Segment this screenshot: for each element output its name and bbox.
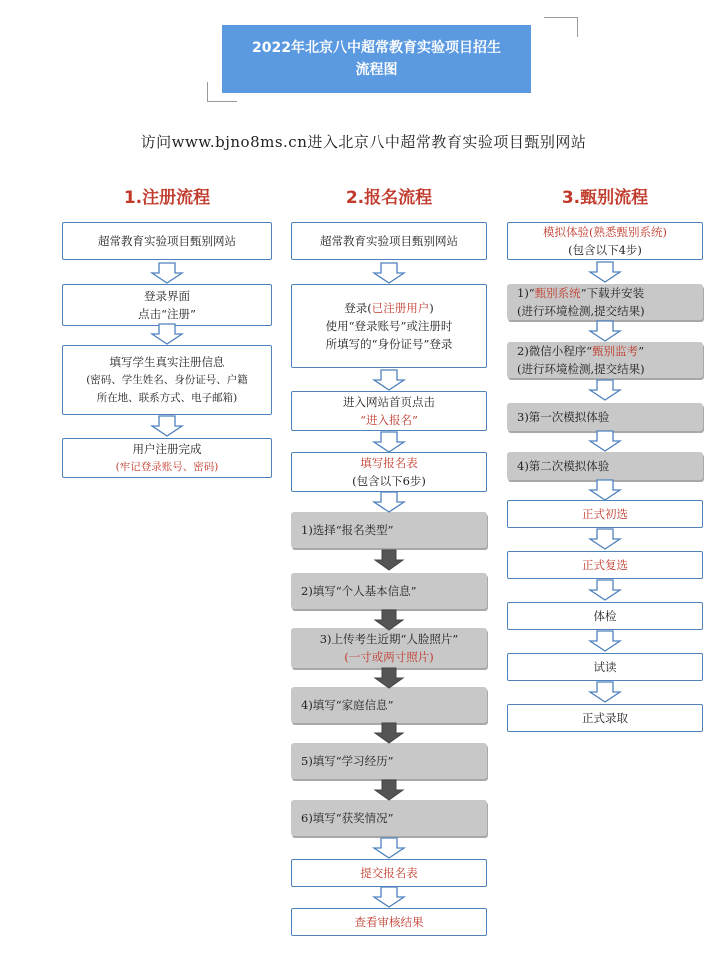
step-3-text-1: 3)上传考生近期“人脸照片” xyxy=(319,632,459,646)
mock-step-2-text-1 xyxy=(517,342,644,360)
app-form-text-1: 填写报名表 xyxy=(360,456,418,470)
arrow-down xyxy=(374,838,404,858)
mock-experience-text-1: 模拟体验(熟悉甄别系统) xyxy=(543,225,667,239)
step-1-text: 1)选择“报名类型” xyxy=(301,523,394,537)
reg-login-text-1: 登录界面 xyxy=(144,289,190,303)
arrow-down-dark xyxy=(375,780,403,800)
reg-login-box xyxy=(62,284,272,326)
mock-step-1-text-2: (进行环境检测,提交结果) xyxy=(517,304,645,318)
reg-info-text-2: (密码、学生姓名、身份证号、户籍 xyxy=(86,374,248,386)
step-2-text: 2)填写“个人基本信息” xyxy=(301,584,417,598)
arrow-down xyxy=(374,370,404,390)
app-form-box xyxy=(291,452,487,492)
preliminary-selection-box xyxy=(507,500,703,528)
arrow-down xyxy=(374,492,404,512)
crop-mark xyxy=(577,17,578,37)
final-admission-text: 正式录取 xyxy=(582,711,628,725)
arrow-down xyxy=(374,432,404,452)
review-result-text: 查看审核结果 xyxy=(354,915,424,929)
registered-user-label: 已注册用户 xyxy=(371,301,430,315)
physical-exam-text: 体检 xyxy=(593,609,617,623)
arrow-down xyxy=(152,263,182,283)
arrow-down xyxy=(374,887,404,907)
preliminary-selection-text: 正式初选 xyxy=(582,507,628,521)
step-6-box xyxy=(291,800,487,836)
arrow-down xyxy=(152,324,182,344)
mock-experience-box xyxy=(507,222,703,260)
reg-complete-text-2: (牢记登录账号、密码) xyxy=(115,461,219,473)
trial-study-text: 试读 xyxy=(593,660,617,674)
heading-registration: 1.注册流程 xyxy=(123,188,211,208)
submit-form-box xyxy=(291,859,487,887)
step-4-box xyxy=(291,687,487,723)
mock-step-1-text-1c: ”下载并安装 xyxy=(580,286,645,300)
arrow-down-dark xyxy=(375,550,403,570)
reg-info-text-1: 填写学生真实注册信息 xyxy=(109,355,225,369)
title-box xyxy=(222,25,531,93)
reg-info-box xyxy=(62,345,272,415)
reg-complete-box xyxy=(62,438,272,478)
arrow-down xyxy=(152,416,182,436)
title-line-2: 流程图 xyxy=(355,62,398,78)
step-3-box xyxy=(291,628,487,668)
trial-study-box xyxy=(507,653,703,681)
app-login-text-1a: 登录( xyxy=(344,301,372,315)
step-2-box xyxy=(291,573,487,609)
title-line-1: 2022年北京八中超常教育实验项目招生 xyxy=(252,40,501,56)
reg-login-text-2: 点击“注册” xyxy=(138,307,196,321)
arrow-down xyxy=(374,263,404,283)
app-website-text: 超常教育实验项目甄别网站 xyxy=(320,234,458,248)
mock-step-4-text: 4)第二次模拟体验 xyxy=(517,459,610,473)
mock-step-2-text-1a: 2)微信小程序“ xyxy=(517,344,593,358)
review-result-box xyxy=(291,908,487,936)
app-enter-text-1: 进入网站首页点击 xyxy=(343,395,435,409)
arrow-down-dark xyxy=(375,668,403,688)
arrow-down-dark xyxy=(375,723,403,743)
crop-mark xyxy=(207,82,208,102)
app-login-box xyxy=(291,284,487,368)
crop-mark xyxy=(207,101,237,102)
crop-mark xyxy=(544,17,578,18)
step-4-text: 4)填写“家庭信息” xyxy=(301,698,394,712)
submit-form-text: 提交报名表 xyxy=(360,866,418,880)
reg-complete-text-1: 用户注册完成 xyxy=(132,442,202,456)
mock-step-3-text: 3)第一次模拟体验 xyxy=(517,410,610,424)
step-5-box xyxy=(291,743,487,779)
mock-step-1-box xyxy=(507,284,703,320)
mock-step-1-text-1 xyxy=(517,284,644,302)
app-enter-text-2: “进入报名” xyxy=(360,413,418,427)
app-login-text-1 xyxy=(344,299,434,317)
arrow-down xyxy=(590,431,620,451)
mock-step-1-text-1a: 1)“ xyxy=(517,286,535,300)
re-selection-text: 正式复选 xyxy=(582,558,628,572)
arrow-down xyxy=(590,321,620,341)
mock-step-2-text-1c: ” xyxy=(638,344,645,358)
reg-website-text: 超常教育实验项目甄别网站 xyxy=(98,234,236,248)
app-login-text-1c: ) xyxy=(429,301,434,315)
mock-step-3-box xyxy=(507,403,703,431)
app-login-text-2: 使用“登录账号”或注册时 xyxy=(325,319,453,333)
arrow-down xyxy=(590,380,620,400)
arrow-down xyxy=(590,529,620,549)
reg-info-text-3: 所在地、联系方式、电子邮箱) xyxy=(96,392,238,404)
screening-system-label: 甄别系统 xyxy=(534,286,581,300)
arrow-down xyxy=(590,262,620,282)
app-enter-box xyxy=(291,391,487,431)
step-3-text-2: (一寸或两寸照片) xyxy=(344,650,434,664)
step-5-text: 5)填写“学习经历” xyxy=(301,754,394,768)
re-selection-box xyxy=(507,551,703,579)
step-1-box xyxy=(291,512,487,548)
app-form-text-2: (包含以下6步) xyxy=(352,474,426,488)
app-login-text-3: 所填写的“身份证号”登录 xyxy=(325,337,453,351)
step-6-text: 6)填写“获奖情况” xyxy=(301,811,394,825)
screening-proctor-label: 甄别监考 xyxy=(592,344,639,358)
arrow-down-dark xyxy=(375,610,403,630)
heading-screening: 3.甄别流程 xyxy=(561,188,649,208)
mock-step-2-box xyxy=(507,342,703,378)
mock-step-4-box xyxy=(507,452,703,480)
final-admission-box xyxy=(507,704,703,732)
arrow-down xyxy=(590,631,620,651)
arrow-down xyxy=(590,682,620,702)
mock-experience-text-2: (包含以下4步) xyxy=(568,243,642,257)
site-instruction: 访问www.bjno8ms.cn进入北京八中超常教育实验项目甄别网站 xyxy=(140,133,587,151)
arrow-down xyxy=(590,480,620,500)
heading-application: 2.报名流程 xyxy=(345,188,433,208)
reg-website-box xyxy=(62,222,272,260)
arrow-down xyxy=(590,580,620,600)
app-website-box xyxy=(291,222,487,260)
physical-exam-box xyxy=(507,602,703,630)
mock-step-2-text-2: (进行环境检测,提交结果) xyxy=(517,362,645,376)
